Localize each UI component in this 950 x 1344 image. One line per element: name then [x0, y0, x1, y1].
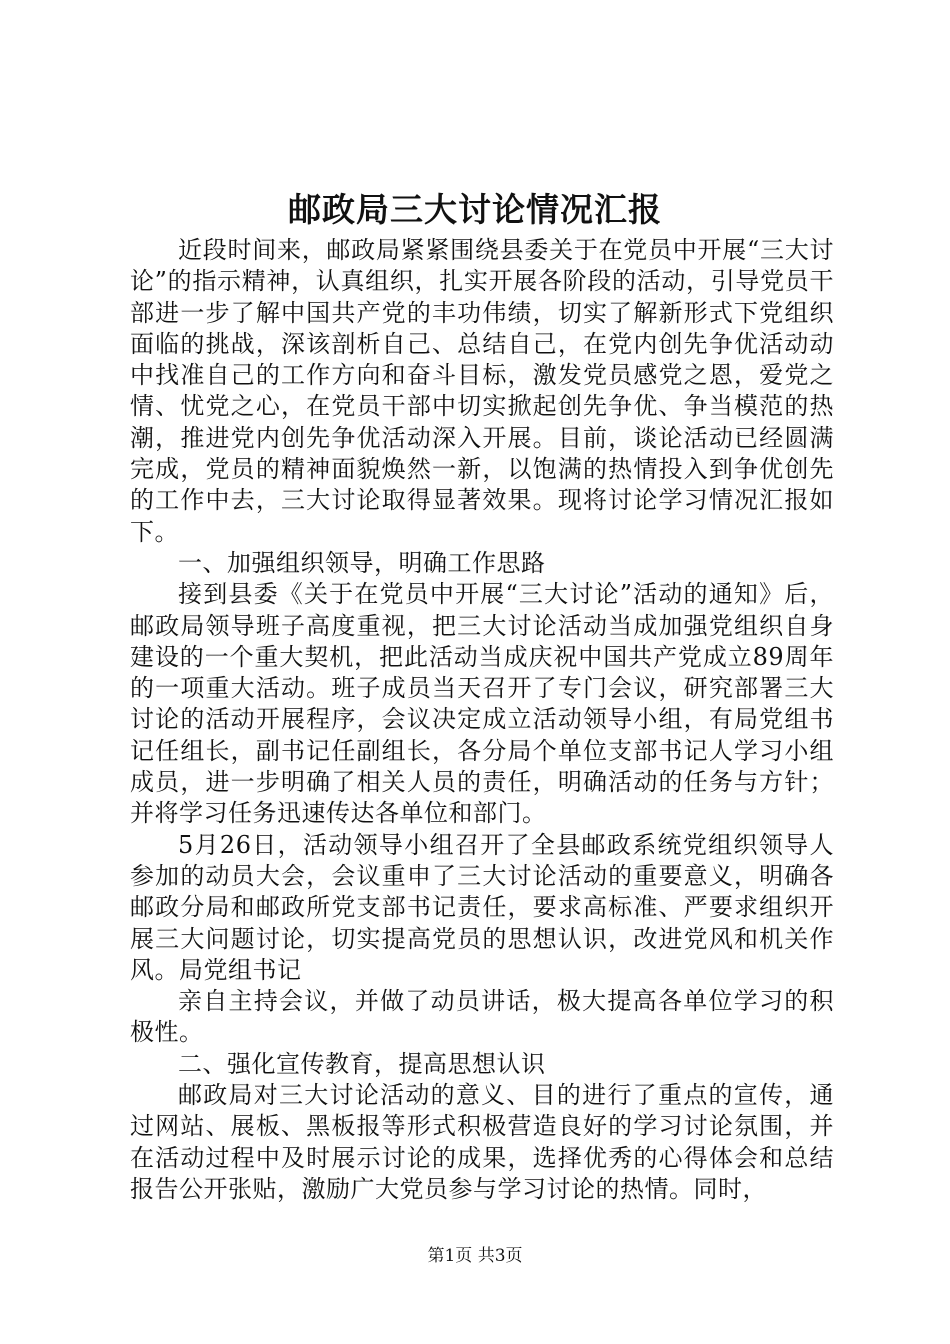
section-heading-1: 一、加强组织领导，明确工作思路 — [178, 548, 546, 577]
section-heading-2: 二、强化宣传教育，提高思想认识 — [178, 1049, 546, 1078]
paragraph-intro: 近段时间来，邮政局紧紧围绕县委关于在党员中开展“三大讨论”的指示精神，认真组织，扎实开展各阶段的活动，引导党员干部进一步了解中国共产党的丰功伟绩，切实了解新形式下党组织面临的挑战，深该剖析自己、总结自己，在党内创先争优活动动中找准自己的工作方向和奋斗目标，激发党员感党之恩，爱党之情、忧党之心，在党员干部中切实掀起创先争优、争当模范的热潮，推进党内创先争优活动深入开展。目前，谈论活动已经圆满完成，党员的精神面貌焕然一新，以饱满的热情投入到争优创先的工作中去，三大讨论取得显著效果。现将讨论学习情况汇报如下。 — [130, 236, 834, 546]
page-number-footer: 第1页 共3页 — [427, 1246, 523, 1266]
paragraph: 5月26日，活动领导小组召开了全县邮政系统党组织领导人参加的动员大会，会议重申了三大讨论活动的重要意义，明确各邮政分局和邮政所党支部书记责任，要求高标准、严要求组织开展三大问题讨论，切实提高党员的思想认识，改进党风和机关作风。局党组书记 — [130, 830, 834, 984]
paragraph: 亲自主持会议，并做了动员讲话，极大提高各单位学习的积极性。 — [130, 987, 834, 1047]
paragraph: 邮政局对三大讨论活动的意义、目的进行了重点的宣传，通过网站、展板、黑板报等形式积极营造良好的学习讨论氛围，并在活动过程中及时展示讨论的成果，选择优秀的心得体会和总结报告公开张贴，激励广大党员参与学习讨论的热情。同时， — [130, 1081, 834, 1203]
document-body — [130, 235, 834, 1205]
paragraph: 接到县委《关于在党员中开展“三大讨论”活动的通知》后，邮政局领导班子高度重视，把三大讨论活动当成加强党组织自身建设的一个重大契机，把此活动当成庆祝中国共产党成立89周年的一项重大活动。班子成员当天召开了专门会议，研究部署三大讨论的活动开展程序，会议决定成立活动领导小组，有局党组书记任组长，副书记任副组长，各分局个单位支部书记人学习小组成员，进一步明确了相关人员的责任，明确活动的任务与方针；并将学习任务迅速传达各单位和部门。 — [130, 580, 834, 828]
document-title: 邮政局三大讨论情况汇报 — [288, 190, 662, 229]
